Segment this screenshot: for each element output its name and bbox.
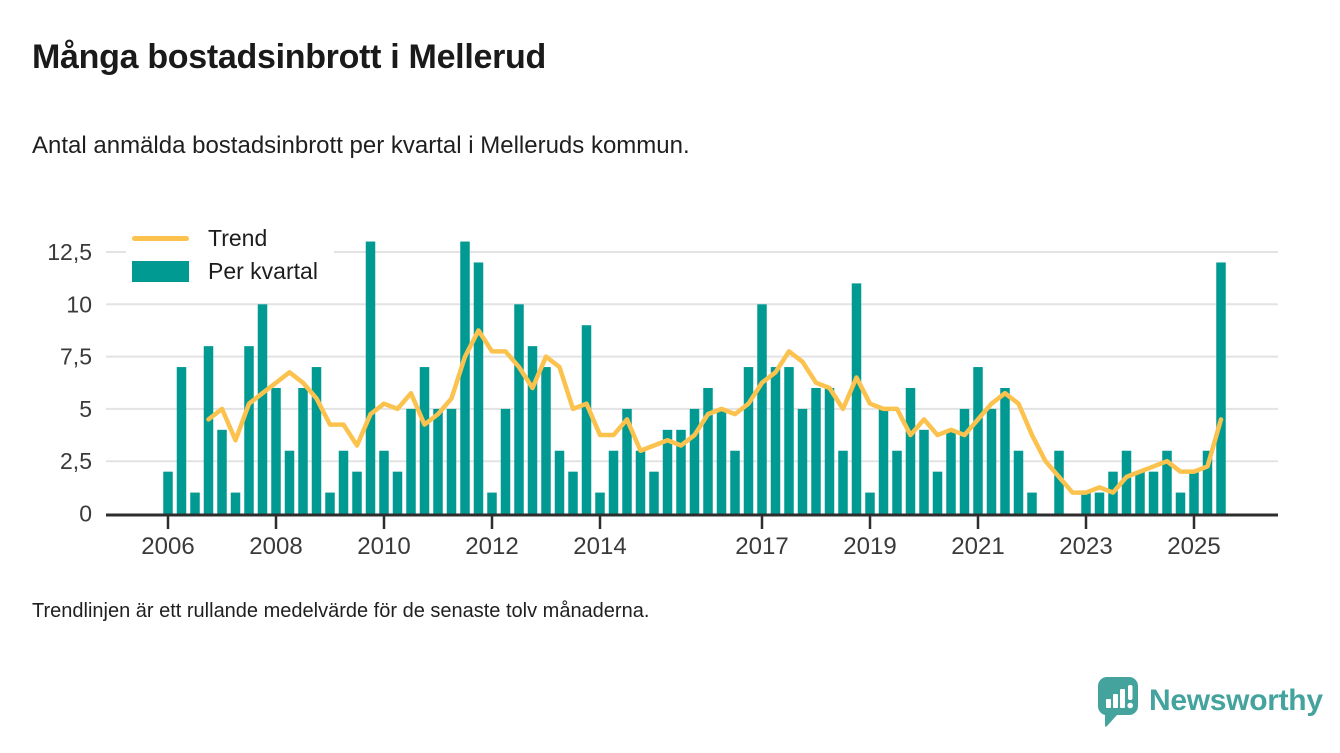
bar-quarter bbox=[1189, 472, 1199, 514]
brand-name: Newsworthy bbox=[1149, 684, 1323, 717]
bar-quarter bbox=[541, 367, 551, 513]
bar-quarter bbox=[1216, 262, 1226, 513]
trend-line bbox=[209, 330, 1222, 492]
bar-quarter bbox=[865, 493, 875, 514]
bar-quarter bbox=[163, 472, 173, 514]
bar-quarter bbox=[271, 388, 281, 514]
bar-quarter bbox=[919, 430, 929, 514]
bar-quarter bbox=[730, 451, 740, 514]
x-tick-label: 2008 bbox=[249, 533, 303, 560]
bar-quarter bbox=[1081, 493, 1091, 514]
bar-quarter bbox=[555, 451, 565, 514]
bar-quarter bbox=[811, 388, 821, 514]
x-tick-label: 2023 bbox=[1059, 533, 1113, 560]
bar-quarter bbox=[838, 451, 848, 514]
bar-quarter bbox=[798, 409, 808, 514]
bar-quarter bbox=[852, 283, 862, 513]
x-tick-label: 2006 bbox=[141, 533, 195, 560]
x-tick-label: 2017 bbox=[735, 533, 789, 560]
chart-legend bbox=[126, 221, 334, 291]
legend-item-per-kvartal bbox=[132, 259, 318, 284]
newsworthy-logo-icon bbox=[1098, 677, 1140, 729]
bar-quarter bbox=[298, 388, 308, 514]
bar-quarter bbox=[312, 367, 322, 513]
bar-quarter bbox=[487, 493, 497, 514]
bar-quarter bbox=[892, 451, 902, 514]
bar-quarter bbox=[352, 472, 362, 514]
bar-quarter bbox=[906, 388, 916, 514]
newsworthy-logo bbox=[1098, 677, 1323, 729]
bar-quarter bbox=[258, 304, 268, 513]
bar-quarter bbox=[690, 409, 700, 514]
bar-quarter bbox=[474, 262, 484, 513]
bar-quarter bbox=[285, 451, 295, 514]
y-tick-label: 2,5 bbox=[60, 448, 92, 475]
bar-quarter bbox=[1095, 493, 1105, 514]
bar-quarter bbox=[190, 493, 200, 514]
bar-quarter bbox=[393, 472, 403, 514]
bar-quarter bbox=[231, 493, 241, 514]
legend-bars-label: Per kvartal bbox=[208, 258, 318, 285]
y-tick-label: 12,5 bbox=[47, 239, 92, 265]
bar-quarter bbox=[717, 409, 727, 514]
bar-quarter bbox=[636, 451, 646, 514]
y-tick-label: 7,5 bbox=[60, 343, 92, 370]
bar-quarter bbox=[879, 409, 889, 514]
bar-quarter bbox=[1027, 493, 1037, 514]
bar-quarter bbox=[1014, 451, 1024, 514]
bar-quarter bbox=[204, 346, 214, 513]
page-title: Många bostadsinbrott i Mellerud bbox=[32, 38, 546, 76]
bar-quarter bbox=[244, 346, 254, 513]
bar-quarter bbox=[433, 409, 443, 514]
bar-quarter bbox=[1135, 472, 1145, 514]
bar-quarter bbox=[406, 409, 416, 514]
bar-quarter bbox=[1149, 472, 1159, 514]
bar-quarter bbox=[744, 367, 754, 513]
bar-quarter bbox=[784, 367, 794, 513]
bar-quarter bbox=[582, 325, 592, 513]
bar-quarter bbox=[757, 304, 767, 513]
x-tick-label: 2012 bbox=[465, 533, 519, 560]
bar-quarter bbox=[379, 451, 389, 514]
y-tick-label: 5 bbox=[79, 395, 92, 422]
bar-quarter bbox=[447, 409, 457, 514]
bar-quarter bbox=[217, 430, 227, 514]
bar-quarter bbox=[771, 367, 781, 513]
bar-quarter bbox=[514, 304, 524, 513]
bar-quarter bbox=[1176, 493, 1186, 514]
bar-quarter bbox=[933, 472, 943, 514]
bar-quarter bbox=[568, 472, 578, 514]
x-tick-label: 2014 bbox=[573, 533, 627, 560]
bar-quarter bbox=[177, 367, 187, 513]
bar-quarter bbox=[703, 388, 713, 514]
bar-quarter bbox=[946, 430, 956, 514]
trend-line-swatch bbox=[132, 236, 189, 241]
x-tick-label: 2021 bbox=[951, 533, 1005, 560]
chart-footnote: Trendlinjen är ett rullande medelvärde för de senaste tolv månaderna. bbox=[32, 600, 650, 622]
bar-quarter bbox=[501, 409, 511, 514]
bar-quarter bbox=[1000, 388, 1010, 514]
bar-quarter bbox=[595, 493, 605, 514]
bar-quarter bbox=[339, 451, 349, 514]
y-tick-label: 0 bbox=[79, 500, 92, 527]
bar-quarter bbox=[960, 409, 970, 514]
bar-quarter bbox=[528, 346, 538, 513]
legend-item-trend bbox=[132, 226, 318, 251]
bar-quarter bbox=[460, 242, 470, 514]
bar-quarter bbox=[649, 472, 659, 514]
bar-quarter bbox=[366, 242, 376, 514]
x-tick-label: 2025 bbox=[1167, 533, 1221, 560]
y-tick-label: 10 bbox=[66, 291, 92, 318]
chart-subtitle: Antal anmälda bostadsinbrott per kvartal i Melleruds kommun. bbox=[32, 132, 690, 159]
bar-quarter bbox=[325, 493, 335, 514]
bar-quarter bbox=[825, 388, 835, 514]
bar-quarter bbox=[987, 409, 997, 514]
bar-quarter bbox=[609, 451, 619, 514]
bar-quarter bbox=[420, 367, 430, 513]
x-tick-label: 2019 bbox=[843, 533, 897, 560]
bar-quarter bbox=[973, 367, 983, 513]
legend-trend-label: Trend bbox=[208, 225, 268, 251]
bar-swatch bbox=[132, 261, 189, 282]
x-tick-label: 2010 bbox=[357, 533, 411, 560]
